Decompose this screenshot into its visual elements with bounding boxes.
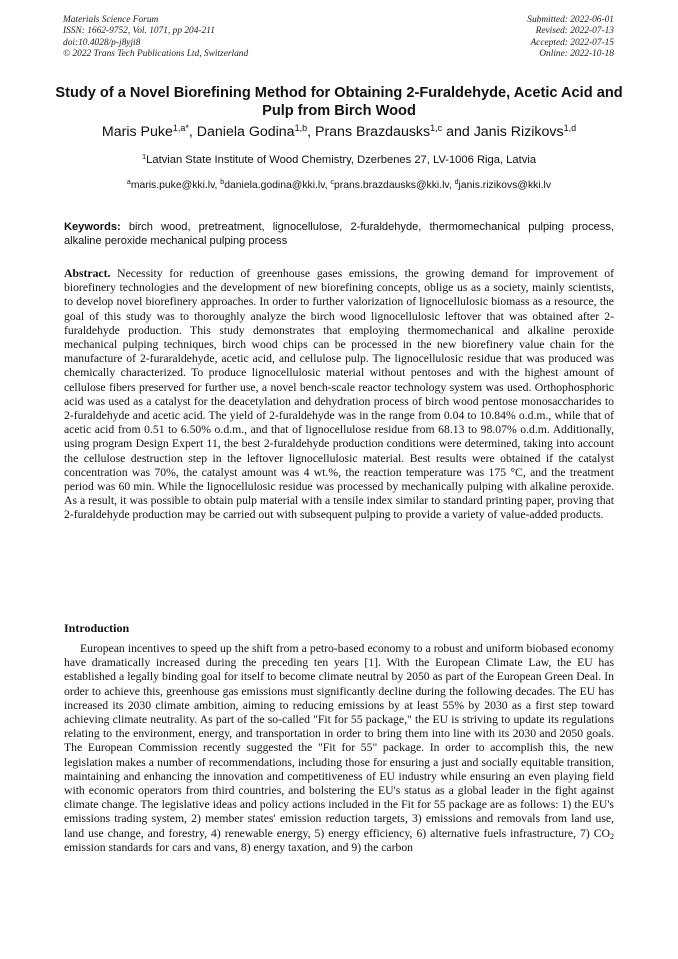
keywords <box>64 221 614 248</box>
introduction-heading: Introduction <box>64 621 130 635</box>
author-separator: and <box>442 124 474 140</box>
email-link[interactable]: maris.puke@kki.lv <box>130 180 215 191</box>
abstract <box>64 267 614 523</box>
author-name: Janis Rizikovs <box>473 124 564 140</box>
keywords-text: birch wood, pretreatment, lignocellulose, 2-furaldehyde, thermomechanical pulping process, alkaline peroxide mechanical pulping process <box>64 221 614 247</box>
email-mark: d <box>454 179 459 186</box>
email-mark: c <box>330 179 334 186</box>
email-link[interactable]: prans.brazdausks@kki.lv <box>333 180 449 191</box>
affiliation-mark: 1 <box>141 152 147 161</box>
submitted-date: Submitted: 2022-06-01 <box>527 15 614 25</box>
email-link[interactable]: janis.rizikovs@kki.lv <box>458 180 552 191</box>
intro-text: European incentives to speed up the shift from a petro-based economy to a robust and uniform biobased economy have dramatically increased during the preceding ten years [1]. With the European Climate Law, the EU has established a legally binding goal for itself to become climate neutral by 2050 as part of the European Green Deal. In order to achieve this, greenhouse gas emissions must significantly decline during the following decades. The EU has increased its 2030 climate ambition, aiming to reducing emissions by at least 55% by 2030 as a first step toward achieving climate neutrality. As part of the so-called "Fit for 55 package," the EU is striving to update its regulations relating to the environment, energy, and transportation in order to bring them into line with its 2030 and 2050 goals. The European Commission recently suggested the "Fit for 55" package. In order to accomplish this, the new legislation makes a number of recommendations, including those for ensuring a just and socially equitable transition, maintaining and enhancing the innovation and competitiveness of EU industry while ensuring an even playing field with economic operators from third countries, and bolstering the EU's status as a global leader in the fight against climate change. The legislative ideas and policy actions included in the Fit for 55 package are as follows: 1) the EU's emissions trading system, 2) member states' emission reduction targets, 3) emissions and removals from land use, land use change, and forestry, 4) renewable energy, 5) energy efficiency, 6) alternative fuels infrastructure, 7) CO <box>64 642 614 840</box>
affiliation <box>30 153 648 167</box>
paper-title: Study of a Novel Biorefining Method for Obtaining 2-Furaldehyde, Acetic Acid and Pulp from Birch Wood <box>55 85 623 119</box>
copyright: © 2022 Trans Tech Publications Ltd, Switzerland <box>63 49 249 60</box>
email-mark: a <box>126 179 131 186</box>
accepted-date: Accepted: 2022-07-15 <box>530 37 614 48</box>
author-list <box>30 123 648 141</box>
abstract-text: Necessity for reduction of greenhouse gases emissions, the growing demand for improvement of biorefinery technologies and the development of new biorefining concepts, oblige us as a society, mainly scientists, to develop novel biorefinery approaches. In order to further valorization of lignocellulosic biomass as a resource, the goal of this study was to thoroughly analyze the birch wood lignocellulosic leftover that was obtained after 2-furaldehyde production. This study demonstrates that employing thermomechanical and alkaline peroxide mechanical pulping techniques, birch wood chips can be processed in the new biorefinery value chain for the manufacture of 2-furaraldehyde, acetic acid, and cellulose pulp. The lignocellulosic residue that was produced was chemically characterized. To produce lignocellulosic material without pentoses and with the highest amount of cellulose fibers preserved for further use, a novel bench-scale reactor technology system was used. Orthophosphoric acid was used as a catalyst for the deacetylation and dehydration process of birch wood pentose monosaccharides to 2-furaldehyde and acetic acid. The yield of 2-furaldehyde was in the range from 0.04 to 10.84% o.d.m., while that of acetic acid from 0.51 to 6.50% o.d.m., and that of lignocellulose residue from 68.13 to 98.07% o.d.m. Additionally, using program Design Expert 11, the best 2-furaldehyde production conditions were determined, taking into account the cellulose destruction step in the leftover lignocellulosic material. Best results were obtained if the catalyst concentration was 70%, the catalyst amount was 4 wt.%, the reaction temperature was 175 °C, and the treatment period was 60 min. While the lignocellulosic residue was processed by mechanically pulping with alkaline peroxide. As a result, it was possible to obtain pulp material with a tensile index similar to standard printing paper, proving that 2-furaldehyde production may be carried out with subsequent pulping to provide a variety of value-added products. <box>64 267 615 522</box>
doi: doi:10.4028/p-j8yji8 <box>63 37 141 48</box>
email-separator: , <box>324 180 331 191</box>
introduction-paragraph <box>64 642 614 855</box>
abstract-label: Abstract. <box>64 267 111 280</box>
author-name: Prans Brazdausks <box>314 124 431 140</box>
author-affil-mark: 1,b <box>294 123 308 133</box>
author-separator: , <box>188 124 197 140</box>
intro-text-cont: emission standards for cars and vans, 8) energy taxation, and 9) the carbon <box>64 840 414 854</box>
author-name: Maris Puke <box>101 124 173 140</box>
author-affil-mark: 1,c <box>430 123 443 133</box>
email-separator: , <box>214 180 221 191</box>
author-emails <box>30 179 648 193</box>
affiliation-text: Latvian State Institute of Wood Chemistry, Dzerbenes 27, LV-1006 Riga, Latvia <box>146 154 537 166</box>
co2-subscript: 2 <box>610 831 614 841</box>
author-separator: , <box>307 124 315 140</box>
email-mark: b <box>220 179 225 186</box>
author-affil-mark: 1,d <box>563 123 577 133</box>
keywords-label: Keywords: <box>64 221 121 233</box>
submission-dates <box>527 15 614 61</box>
revised-date: Revised: 2022-07-13 <box>535 26 614 37</box>
author-name: Daniela Godina <box>196 124 295 140</box>
online-date: Online: 2022-10-18 <box>539 49 614 60</box>
journal-info <box>63 15 248 61</box>
journal-name: Materials Science Forum <box>63 15 159 25</box>
email-link[interactable]: daniela.godina@kki.lv <box>224 180 325 191</box>
author-affil-mark: 1,a* <box>172 123 189 133</box>
issn-volume: ISSN: 1662-9752, Vol. 1071, pp 204-211 <box>63 26 215 37</box>
email-separator: , <box>448 180 455 191</box>
